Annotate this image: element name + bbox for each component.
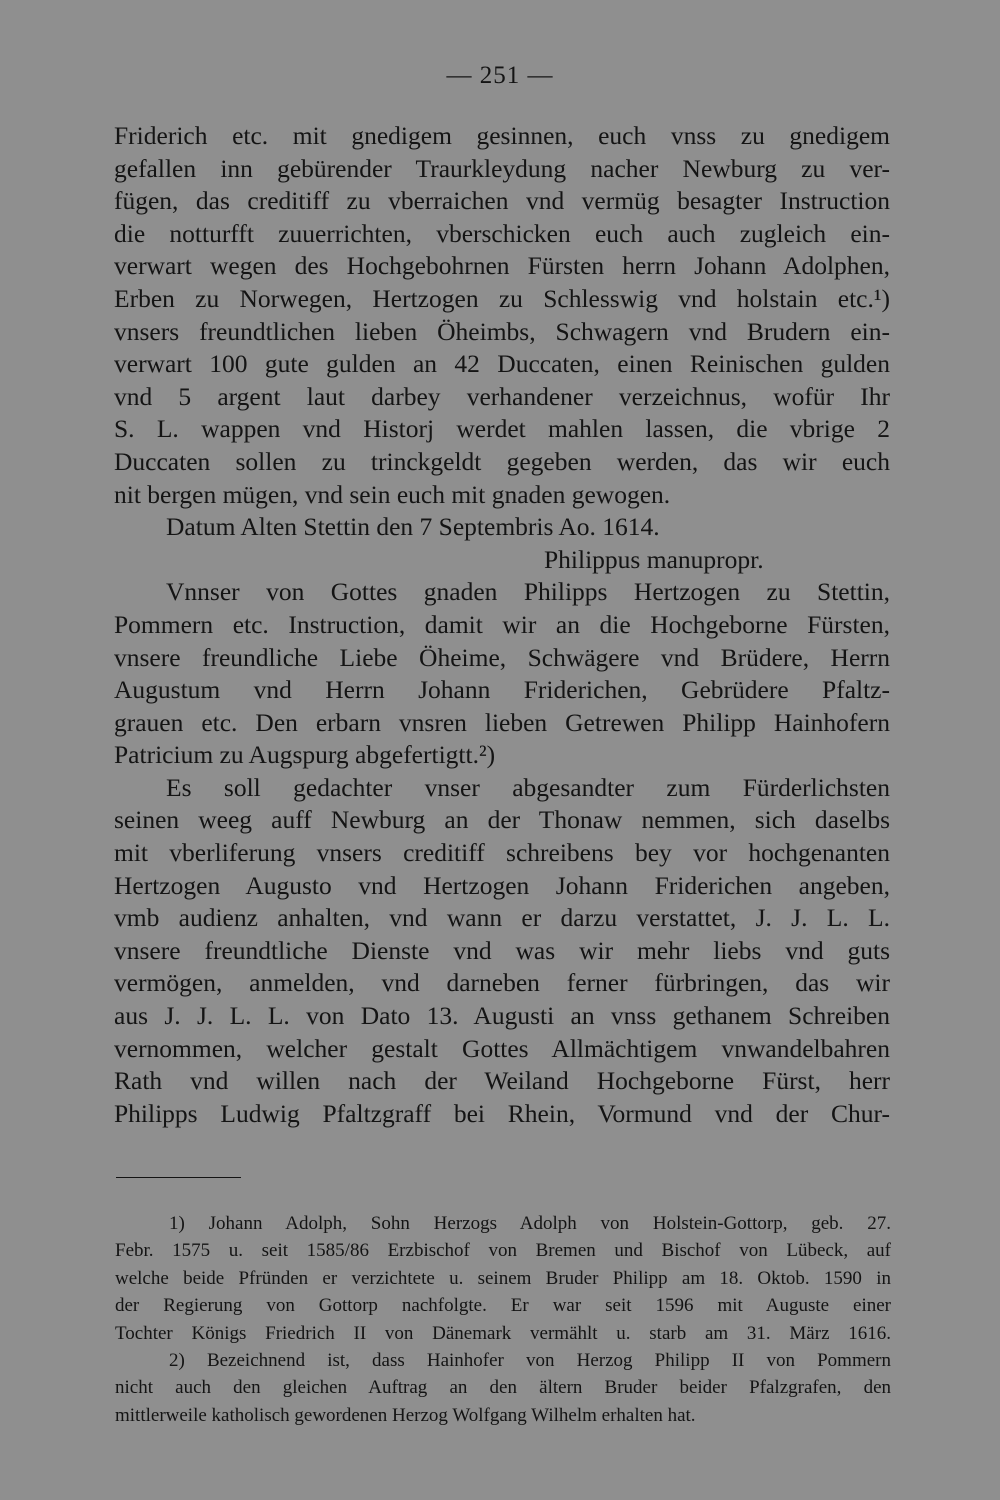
text-line: verwart wegen des Hochgebohrnen Fürsten herrn Johann Adolphen, (114, 251, 890, 281)
paragraph-line: Philipps Ludwig Pfaltzgraff bei Rhein, Vormund vnd der Chur- (114, 1098, 890, 1128)
footnote-line: der Regierung von Gottorp nachfolgte. Er war seit 1596 mit Auguste einer (115, 1295, 891, 1317)
instruction-line: grauen etc. Den erbarn vnsren lieben Getrewen Philipp Hainhofern (114, 707, 890, 737)
footnote-line: nicht auch den gleichen Auftrag an den ältern Bruder beider Pfalzgrafen, den (115, 1377, 891, 1399)
paragraph-line: vernommen, welcher gestalt Gottes Allmächtigem vnwandelbahren (114, 1033, 890, 1063)
main-text (114, 120, 890, 1130)
text-line: die notturfft zuuerrichten, vberschicken euch auch zugleich ein- (114, 218, 890, 248)
text-line: vnd 5 argent laut darbey verhandener verzeichnus, wofür Ihr (114, 381, 890, 411)
text-line: Friderich etc. mit gnedigem gesinnen, euch vnss zu gnedigem (114, 121, 890, 150)
instruction-line: Patricium zu Augspurg abgefertigtt.²) (114, 740, 496, 770)
instruction-line: Pommern etc. Instruction, damit wir an die Hochgeborne Fürsten, (114, 609, 890, 639)
text-line: verwart 100 gute gulden an 42 Duccaten, einen Reinischen gulden (114, 349, 890, 379)
footnote-line: Febr. 1575 u. seit 1585/86 Erzbischof von Bremen und Bischof von Lübeck, auf (115, 1240, 891, 1262)
text-line: vnsers freundtlichen lieben Öheimbs, Schwagern vnd Brudern ein- (114, 316, 890, 346)
paragraph-line: Es soll gedachter vnser abgesandter zum Fürderlichsten (166, 772, 890, 802)
text-line: gefallen inn gebürender Traurkleydung nacher Newburg zu ver- (114, 153, 890, 183)
text-line: nit bergen mügen, vnd sein euch mit gnaden gewogen. (114, 479, 671, 509)
paragraph-line: Rath vnd willen nach der Weiland Hochgeborne Fürst, herr (114, 1066, 890, 1096)
paragraph-line: aus J. J. L. L. von Dato 13. Augusti an vnss gethanem Schreiben (114, 1001, 890, 1031)
instruction-line: Augustum vnd Herrn Johann Friderichen, Gebrüdere Pfaltz- (114, 675, 890, 705)
footnote-separator (116, 1177, 241, 1178)
datum-line: Datum Alten Stettin den 7 Septembris Ao. 1614. (166, 512, 660, 542)
signature-line: Philippus manupropr. (544, 544, 764, 574)
footnote-line: 1) Johann Adolph, Sohn Herzogs Adolph von Holstein-Gottorp, geb. 27. (169, 1213, 891, 1234)
paragraph-line: vnsere freundtliche Dienste vnd was wir mehr liebs vnd guts (114, 935, 890, 965)
text-line: Erben zu Norwegen, Hertzogen zu Schlesswig vnd holstain etc.¹) (114, 283, 890, 313)
text-line: S. L. wappen vnd Historj werdet mahlen lassen, die vbrige 2 (114, 414, 890, 444)
paragraph-line: mit vberliferung vnsers creditiff schreibens bey vor hochgenanten (114, 838, 890, 868)
text-line: Duccaten sollen zu trinckgeldt gegeben werden, das wir euch (114, 446, 890, 476)
paragraph-line: vmb audienz anhalten, vnd wann er darzu verstattet, J. J. L. L. (114, 903, 890, 933)
footnote-line: 2) Bezeichnend ist, dass Hainhofer von Herzog Philipp II von Pommern (169, 1350, 891, 1372)
footnote-line: welche beide Pfründen er verzichtete u. seinem Bruder Philipp am 18. Oktob. 1590 in (115, 1267, 891, 1289)
page-number: — 251 — (446, 62, 554, 89)
text-line: fügen, das creditiff zu vberraichen vnd vermüg besagter Instruction (114, 186, 890, 216)
paragraph-line: seinen weeg auff Newburg an der Thonaw nemmen, sich daselbs (114, 805, 890, 835)
instruction-line: vnsere freundliche Liebe Öheime, Schwägere vnd Brüdere, Herrn (114, 642, 890, 672)
instruction-line: Vnnser von Gottes gnaden Philipps Hertzogen zu Stettin, (166, 577, 890, 607)
footnotes (115, 1210, 891, 1429)
footnote-line: mittlerweile katholisch gewordenen Herzog Wolfgang Wilhelm erhalten hat. (115, 1404, 696, 1426)
paragraph-line: vermögen, anmelden, vnd darneben ferner fürbringen, das wir (114, 968, 890, 998)
footnote-line: Tochter Königs Friedrich II von Dänemark vermählt u. starb am 31. März 1616. (115, 1322, 891, 1344)
paragraph-line: Hertzogen Augusto vnd Hertzogen Johann Friderichen angeben, (114, 870, 890, 900)
